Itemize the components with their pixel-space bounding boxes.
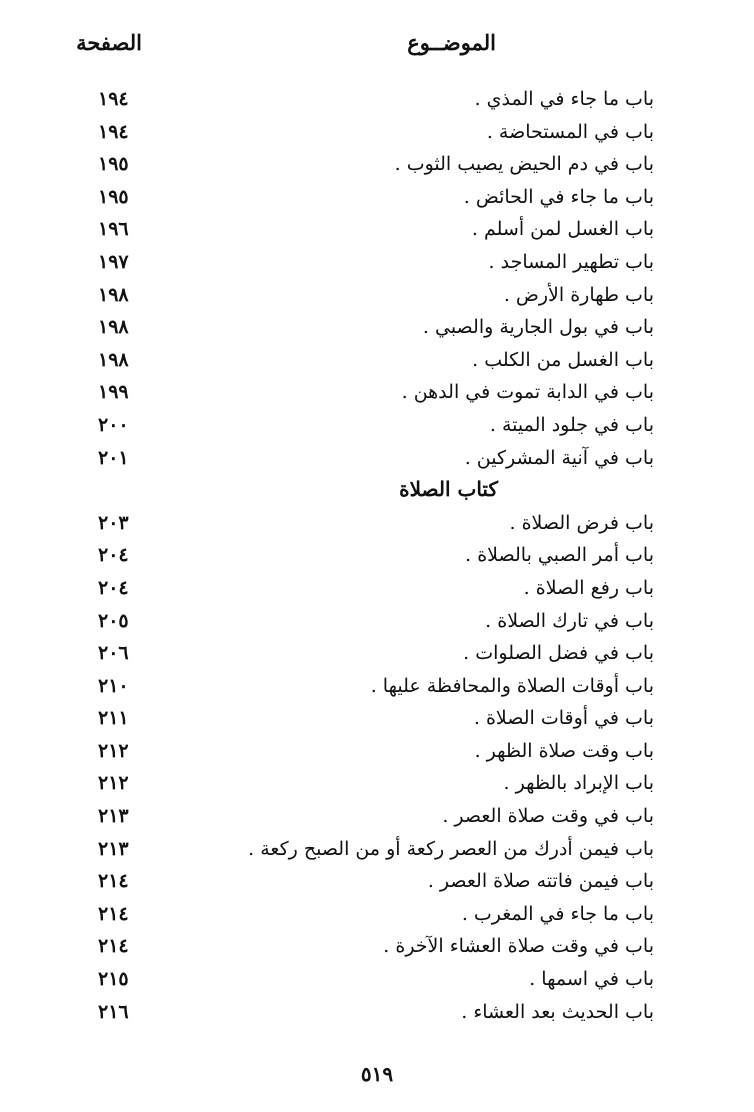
entry-page-number: ٢١١ [98,707,129,730]
entry-page-number: ١٩٧ [98,250,129,273]
entry-title: باب تطهير المساجد . [488,250,654,273]
section-row [0,477,754,510]
toc-entry [0,445,754,478]
entry-title: باب في آنية المشركين . [464,446,654,469]
toc-entry [0,933,754,966]
toc-entry [0,836,754,869]
entry-title: باب في المستحاضة . [486,120,654,143]
entry-page-number: ٢١٠ [98,674,129,697]
toc-entry [0,803,754,836]
toc-entry [0,640,754,673]
entry-page-number: ١٩٨ [98,316,129,339]
entry-title: باب ما جاء في المذي . [474,88,654,110]
entry-page-number: ٢٠٥ [98,609,129,632]
entry-page-number: ١٩٥ [98,153,129,176]
entry-title: باب أوقات الصلاة والمحافظة عليها . [370,674,654,697]
entry-page-number: ١٩٨ [98,348,129,371]
entry-title: باب ما جاء في المغرب . [461,902,654,925]
toc-entry [0,379,754,412]
page-number: ٥١٩ [360,1062,394,1086]
entry-page-number: ٢٠٠ [98,413,129,436]
entry-title: باب رفع الصلاة . [523,576,654,599]
entry-page-number: ١٩٩ [98,381,129,404]
entry-title: باب فيمن فاتته صلاة العصر . [427,870,654,893]
entry-page-number: ١٩٤ [98,120,129,143]
toc-entry [0,119,754,152]
toc-entry [0,249,754,282]
entry-page-number: ١٩٦ [98,218,129,241]
entry-page-number: ٢٠٦ [98,642,129,665]
entry-title: باب الغسل من الكلب . [472,348,654,371]
entry-title: باب في تارك الصلاة . [485,609,654,632]
entry-title: باب أمر الصبي بالصلاة . [465,544,654,567]
table-of-contents [0,86,754,1031]
toc-entry [0,184,754,217]
toc-entry [0,86,754,119]
toc-entry [0,705,754,738]
toc-entry [0,673,754,706]
entry-page-number: ٢١٢ [98,772,129,795]
toc-entry [0,770,754,803]
toc-entry [0,966,754,999]
column-header-page: الصفحة [76,30,142,55]
entry-page-number: ٢١٣ [98,837,129,860]
entry-page-number: ١٩٨ [98,283,129,306]
entry-title: باب في اسمها . [529,968,654,991]
toc-entry [0,412,754,445]
entry-page-number: ٢١٥ [98,968,129,991]
entry-page-number: ٢١٣ [98,805,129,828]
toc-entry [0,999,754,1032]
entry-page-number: ٢٠٤ [98,576,129,599]
toc-entry [0,738,754,771]
entry-title: باب طهارة الأرض . [503,283,654,306]
entry-title: باب في فضل الصلوات . [463,642,654,665]
entry-title: باب في وقت صلاة العصر . [442,805,654,828]
entry-title: باب في جلود الميتة . [489,413,654,436]
entry-page-number: ٢١٤ [98,870,129,893]
entry-title: باب الإبراد بالظهر . [503,772,654,795]
toc-entry [0,901,754,934]
entry-title: باب في دم الحيض يصيب الثوب . [394,153,654,176]
toc-entry [0,151,754,184]
entry-title: باب الحديث بعد العشاء . [461,1000,654,1023]
entry-page-number: ١٩٤ [98,88,129,110]
section-heading: كتاب الصلاة [399,477,498,502]
entry-page-number: ٢١٦ [98,1000,129,1023]
entry-title: باب وقت صلاة الظهر . [474,739,654,762]
entry-page-number: ٢١٤ [98,935,129,958]
toc-entry [0,608,754,641]
entry-title: باب في وقت صلاة العشاء الآخرة . [383,935,654,958]
toc-entry [0,314,754,347]
toc-entry [0,510,754,543]
entry-title: باب فيمن أدرك من العصر ركعة أو من الصبح ركعة . [248,837,654,860]
entry-title: باب في أوقات الصلاة . [473,707,654,730]
entry-title: باب الغسل لمن أسلم . [471,218,654,241]
toc-entry [0,575,754,608]
entry-page-number: ٢١٢ [98,739,129,762]
entry-title: باب في الدابة تموت في الدهن . [401,381,654,404]
toc-entry [0,868,754,901]
entry-page-number: ٢٠٣ [98,511,129,534]
entry-page-number: ٢٠١ [98,446,129,469]
entry-title: باب ما جاء في الحائض . [463,185,654,208]
toc-entry [0,542,754,575]
entry-title: باب فرض الصلاة . [509,511,654,534]
entry-page-number: ٢١٤ [98,902,129,925]
column-header-topic: الموضــوع [407,30,496,55]
entry-page-number: ٢٠٤ [98,544,129,567]
toc-entry [0,282,754,315]
entry-title: باب في بول الجارية والصبي . [422,316,654,339]
entry-page-number: ١٩٥ [98,185,129,208]
toc-entry [0,347,754,380]
toc-entry [0,216,754,249]
